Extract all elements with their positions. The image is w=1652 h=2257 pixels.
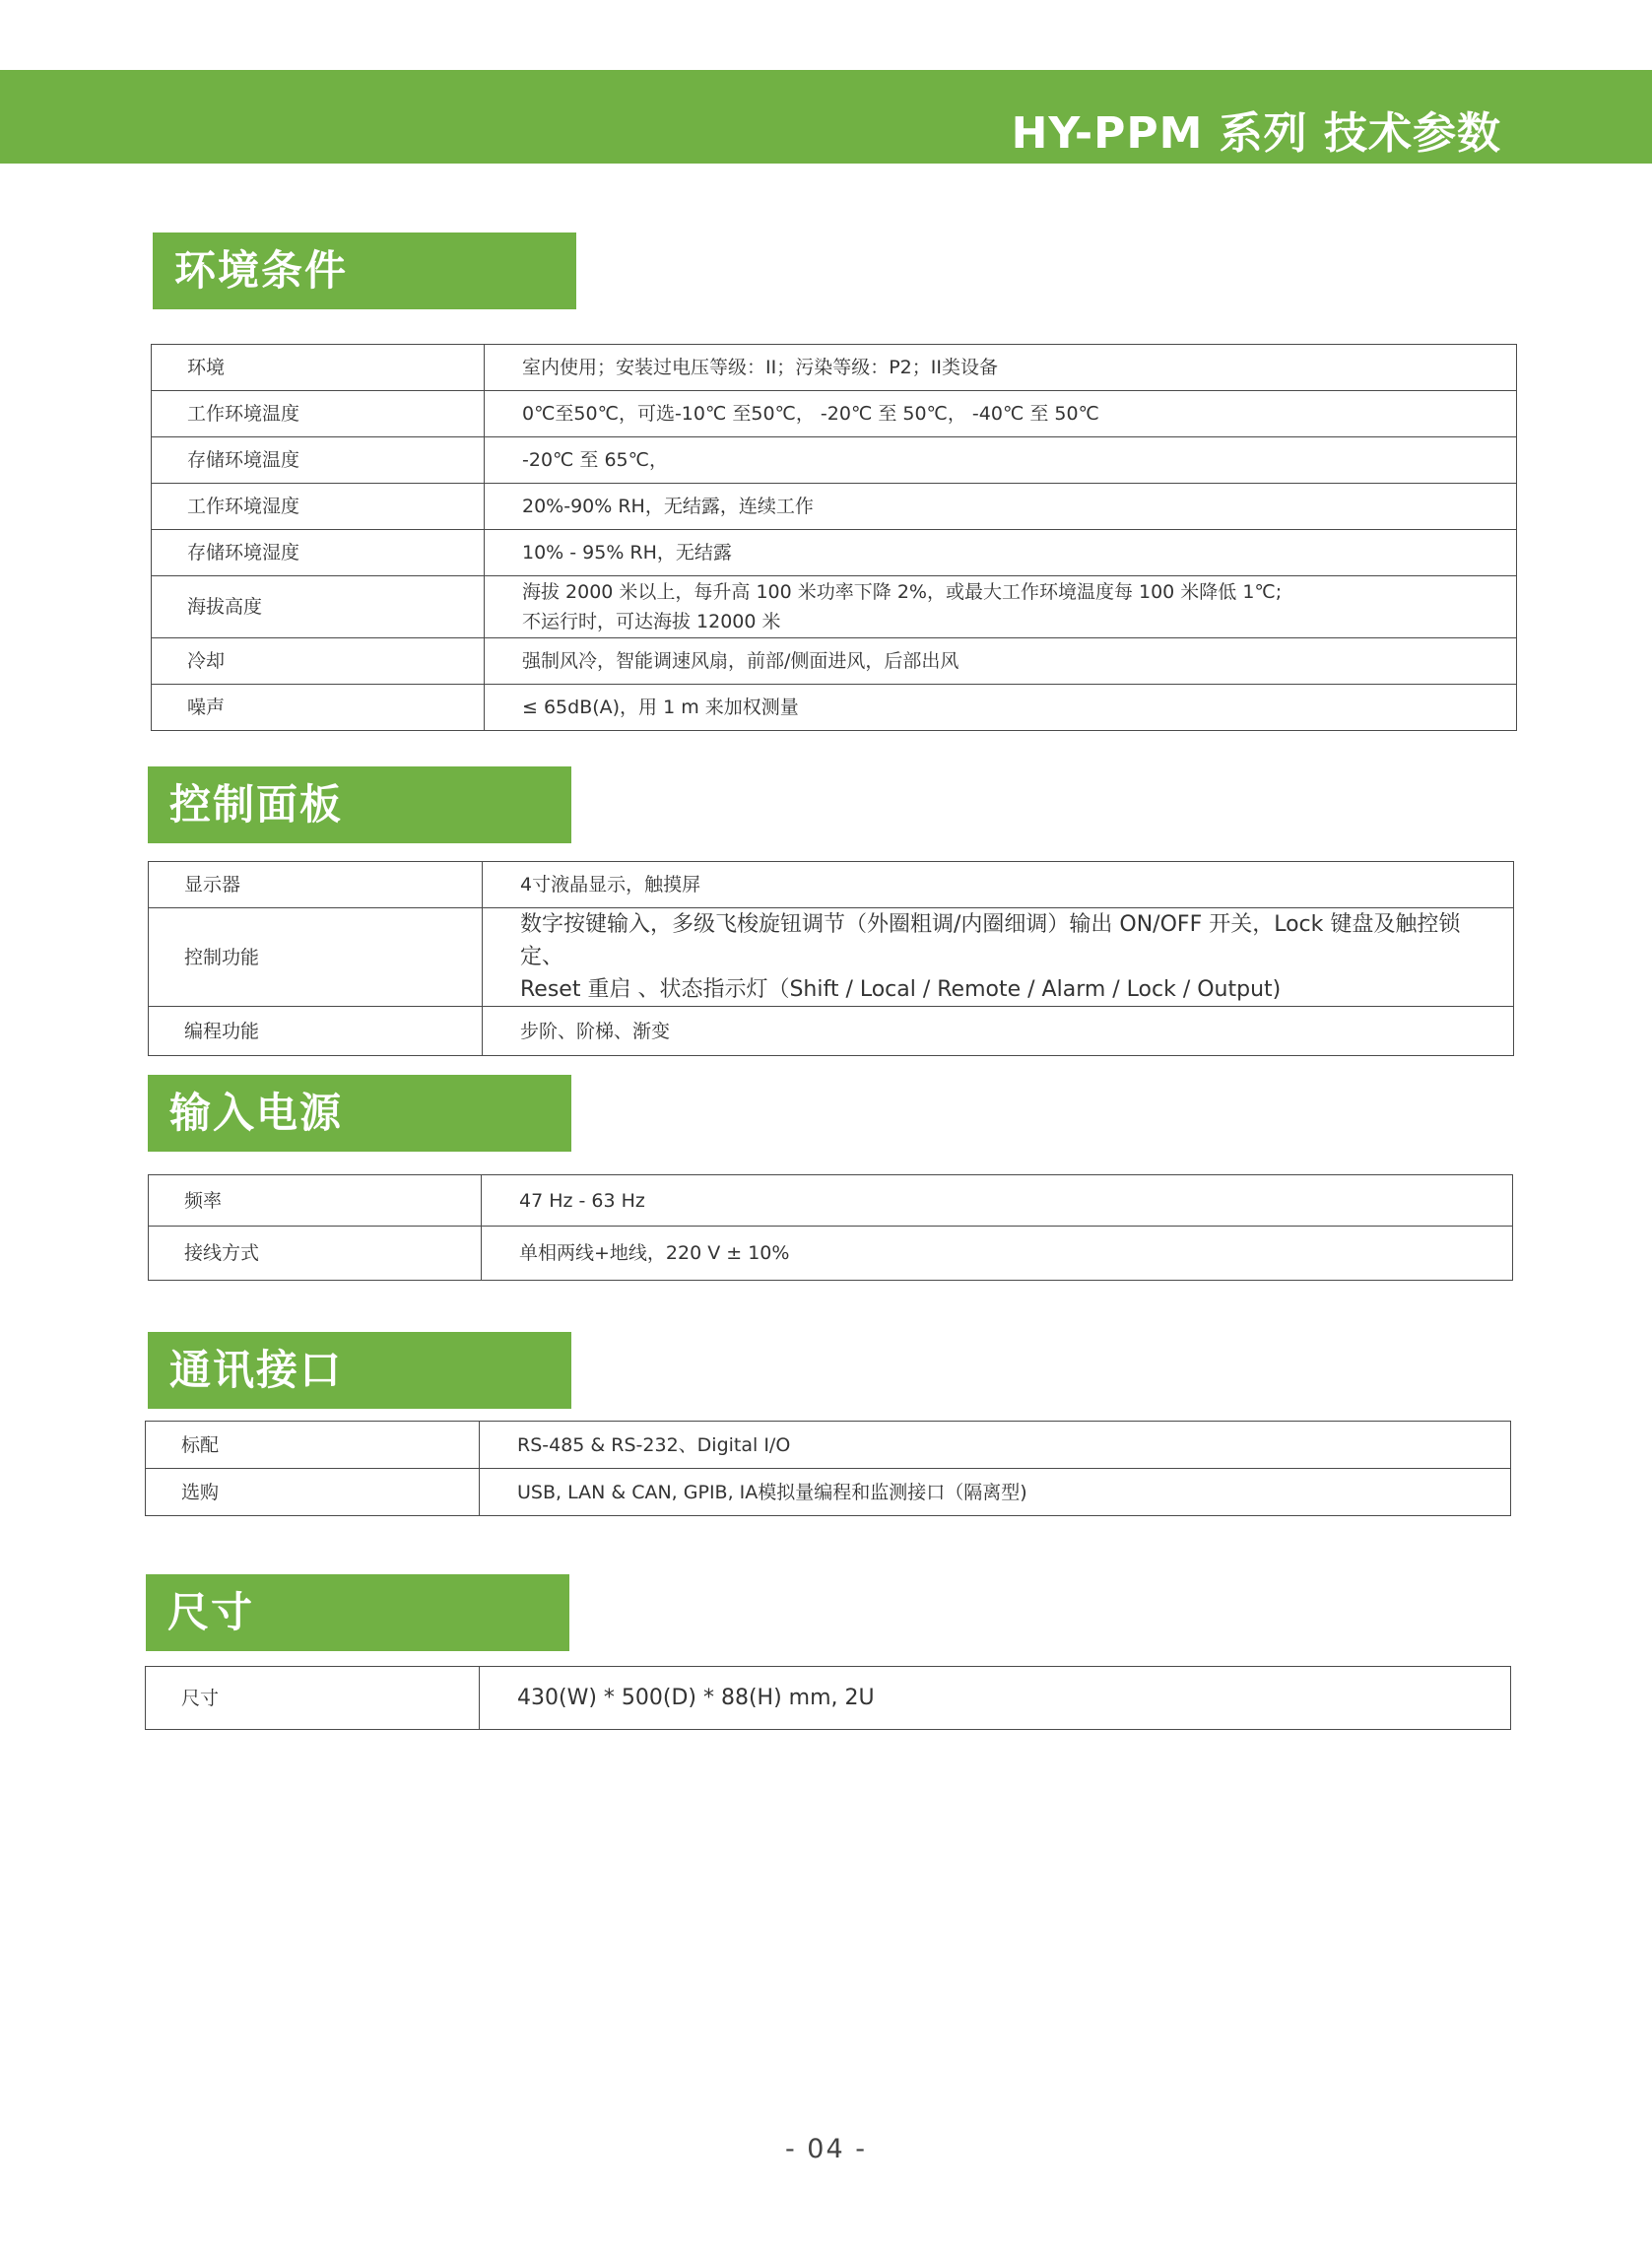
row-value-line-1: 数字按键输入，多级飞梭旋钮调节（外圈粗调/内圈细调）输出 ON/OFF 开关，Lock 键盘及触控锁定、 [520,912,1461,969]
table-row [149,862,1514,908]
row-key: 存储环境湿度 [152,530,485,576]
row-value-line-1: 海拔 2000 米以上，每升高 100 米功率下降 2%，或最大工作环境温度每 100 米降低 1℃; [522,581,1283,603]
row-key: 频率 [149,1175,482,1227]
row-value: ≤ 65dB(A)，用 1 m 来加权测量 [485,685,1517,731]
table-row [146,1469,1511,1516]
row-value-line-2: 不运行时，可达海拔 12000 米 [522,611,781,632]
row-key: 工作环境湿度 [152,484,485,530]
row-key: 接线方式 [149,1227,482,1281]
page-number: - 04 - [784,2134,867,2164]
input-power-table [148,1174,1513,1281]
row-value: 430(W) * 500(D) * 88(H) mm, 2U [480,1667,1511,1730]
row-key: 工作环境温度 [152,391,485,437]
top-banner [0,70,1652,164]
row-value: 47 Hz - 63 Hz [482,1175,1513,1227]
row-value: RS-485 & RS-232、Digital I/O [480,1422,1511,1469]
row-value: 单相两线+地线，220 V ± 10% [482,1227,1513,1281]
row-key: 冷却 [152,638,485,685]
table-row [152,484,1517,530]
row-value: 室内使用；安装过电压等级：II；污染等级：P2；II类设备 [485,345,1517,391]
table-row [152,530,1517,576]
row-key: 尺寸 [146,1667,480,1730]
control-panel-table [148,861,1514,1056]
section-header-input-power: 输入电源 [148,1075,571,1152]
table-row [146,1422,1511,1469]
dimensions-table [145,1666,1511,1730]
table-row [152,685,1517,731]
table-row [152,391,1517,437]
table-row [152,437,1517,484]
table-row [149,908,1514,1007]
row-value [483,908,1514,1007]
row-value-line-2: Reset 重启 、状态指示灯（Shift / Local / Remote / Alarm / Lock / Output) [520,977,1282,1002]
row-key: 环境 [152,345,485,391]
table-row [152,345,1517,391]
row-key: 标配 [146,1422,480,1469]
row-value: USB, LAN & CAN, GPIB, IA模拟量编程和监测接口（隔离型) [480,1469,1511,1516]
page-title: HY-PPM 系列 技术参数 [1011,108,1501,159]
row-key: 显示器 [149,862,483,908]
row-value: 20%-90% RH，无结露，连续工作 [485,484,1517,530]
row-key: 海拔高度 [152,576,485,638]
table-row [149,1175,1513,1227]
row-key: 存储环境温度 [152,437,485,484]
row-key: 编程功能 [149,1007,483,1056]
section-header-environment: 环境条件 [153,232,576,309]
section-header-communication: 通讯接口 [148,1332,571,1409]
row-key: 控制功能 [149,908,483,1007]
row-value [485,576,1517,638]
row-value: 强制风冷，智能调速风扇，前部/侧面进风，后部出风 [485,638,1517,685]
row-value: 4寸液晶显示，触摸屏 [483,862,1514,908]
row-value: -20℃ 至 65℃， [485,437,1517,484]
table-row [149,1007,1514,1056]
table-row [149,1227,1513,1281]
row-key: 噪声 [152,685,485,731]
table-row [146,1667,1511,1730]
row-value: 10% - 95% RH，无结露 [485,530,1517,576]
table-row [152,638,1517,685]
row-value: 步阶、阶梯、渐变 [483,1007,1514,1056]
row-key: 选购 [146,1469,480,1516]
row-value: 0℃至50℃，可选-10℃ 至50℃， -20℃ 至 50℃， -40℃ 至 50℃ [485,391,1517,437]
section-header-dimensions: 尺寸 [146,1574,569,1651]
environment-table [151,344,1517,731]
table-row [152,576,1517,638]
communication-table [145,1421,1511,1516]
section-header-control-panel: 控制面板 [148,766,571,843]
